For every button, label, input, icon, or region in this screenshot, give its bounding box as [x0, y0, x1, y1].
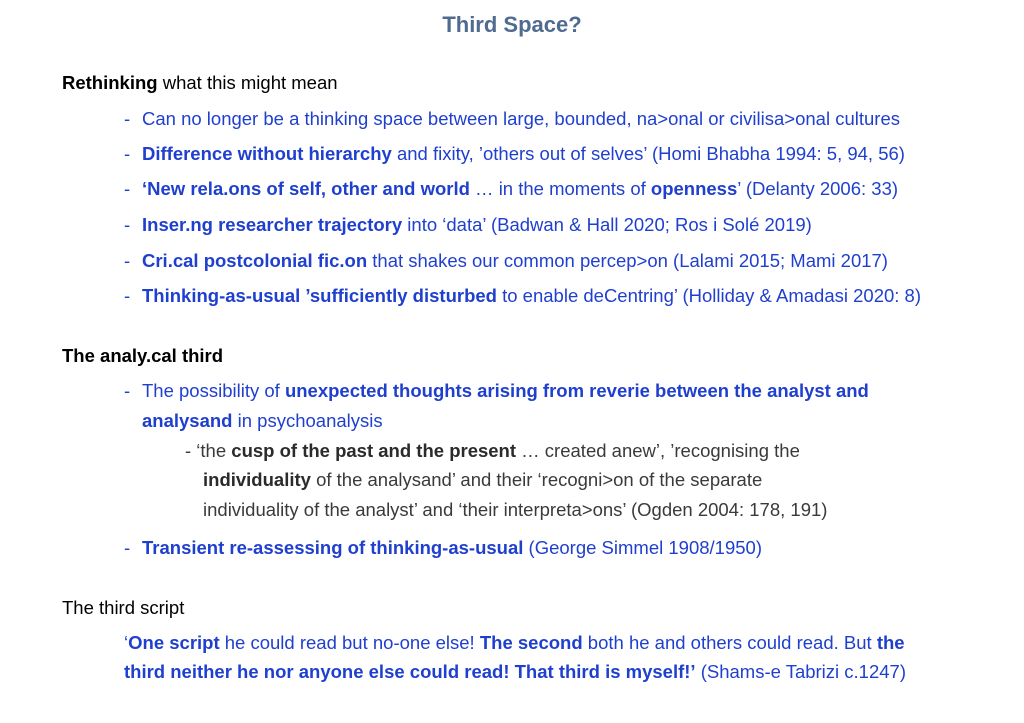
- bullet-dash: -: [124, 250, 131, 271]
- sub-dash: -: [185, 440, 192, 461]
- bullet-item: [124, 380, 869, 402]
- bullet-item: [124, 108, 900, 130]
- sub-text: of the analysand’ and their ‘recogni>on of the separate: [310, 469, 763, 490]
- section-heading-analytical-third: The analy.cal third: [62, 345, 224, 366]
- bullet-bold: analysand: [142, 410, 233, 431]
- bullet-bold: ‘New rela.ons of self, other and world: [142, 178, 470, 199]
- bullet-text: in psychoanalysis: [232, 410, 383, 431]
- quote-bold: third neither he nor anyone else could read! That third is myself!’: [124, 661, 696, 682]
- quote-line: [124, 632, 905, 654]
- bullet-item: [124, 214, 812, 236]
- quote-text: (Shams-e Tabrizi c.1247): [695, 661, 906, 682]
- sub-bullet-continuation: [203, 469, 762, 491]
- bullet-text: The possibility of: [142, 380, 285, 401]
- bullet-bold: unexpected thoughts arising from reverie between the analyst and: [284, 380, 869, 401]
- bullet-dash: -: [124, 108, 131, 129]
- bullet-text: Can no longer be a thinking space between large, bounded, na>onal or civilisa>onal cultures: [142, 108, 900, 129]
- section-heading-rethinking: [62, 72, 338, 94]
- bullet-item: [124, 537, 762, 559]
- bullet-bold: Cri.cal postcolonial fic.on: [142, 250, 368, 271]
- bullet-dash: -: [124, 214, 131, 235]
- bullet-text: … in the moments of: [469, 178, 651, 199]
- heading-bold: Rethinking: [62, 72, 158, 93]
- bullet-item: [124, 178, 898, 200]
- section-heading-third-script: The third script: [62, 597, 185, 618]
- heading-rest: what this might mean: [157, 72, 338, 93]
- bullet-bold: Difference without hierarchy: [142, 143, 392, 164]
- bullet-text: that shakes our common percep>on (Lalami 2015; Mami 2017): [367, 250, 888, 271]
- quote-bold: One script: [128, 632, 220, 653]
- sub-text: … created anew’, ’recognising the: [516, 440, 800, 461]
- sub-text: ‘the: [191, 440, 232, 461]
- quote-bold: the: [876, 632, 905, 653]
- quote-text: he could read but no-one else!: [219, 632, 480, 653]
- bullet-dash: -: [124, 537, 131, 558]
- bullet-dash: -: [124, 380, 131, 401]
- bullet-bold: openness: [650, 178, 738, 199]
- bullet-text: to enable deCentring’ (Holliday & Amadasi 2020: 8): [496, 285, 922, 306]
- bullet-text: and fixity, ’others out of selves’ (Homi Bhabha 1994: 5, 94, 56): [391, 143, 905, 164]
- sub-bullet-continuation: individuality of the analyst’ and ‘their interpreta>ons’ (Ogden 2004: 178, 191): [203, 499, 828, 520]
- bullet-dash: -: [124, 285, 131, 306]
- bullet-continuation: [142, 410, 383, 432]
- bullet-item: [124, 285, 921, 307]
- sub-bullet-item: [185, 440, 800, 462]
- bullet-dash: -: [124, 143, 131, 164]
- bullet-bold: Inser.ng researcher trajectory: [142, 214, 403, 235]
- bullet-item: [124, 143, 905, 165]
- bullet-bold: Transient re-assessing of thinking-as-usual: [142, 537, 524, 558]
- page-title: Third Space?: [442, 12, 582, 37]
- quote-line: [124, 661, 906, 683]
- bullet-item: [124, 250, 888, 272]
- sub-bold: individuality: [203, 469, 311, 490]
- bullet-bold: Thinking-as-usual ’sufficiently disturbed: [142, 285, 497, 306]
- bullet-dash: -: [124, 178, 131, 199]
- quote-bold: The second: [479, 632, 583, 653]
- bullet-text: ’ (Delanty 2006: 33): [737, 178, 899, 199]
- quote-text: ‘: [124, 632, 129, 653]
- bullet-text: (George Simmel 1908/1950): [523, 537, 762, 558]
- sub-bold: cusp of the past and the present: [231, 440, 517, 461]
- bullet-text: into ‘data’ (Badwan & Hall 2020; Ros i Solé 2019): [402, 214, 812, 235]
- quote-text: both he and others could read. But: [582, 632, 877, 653]
